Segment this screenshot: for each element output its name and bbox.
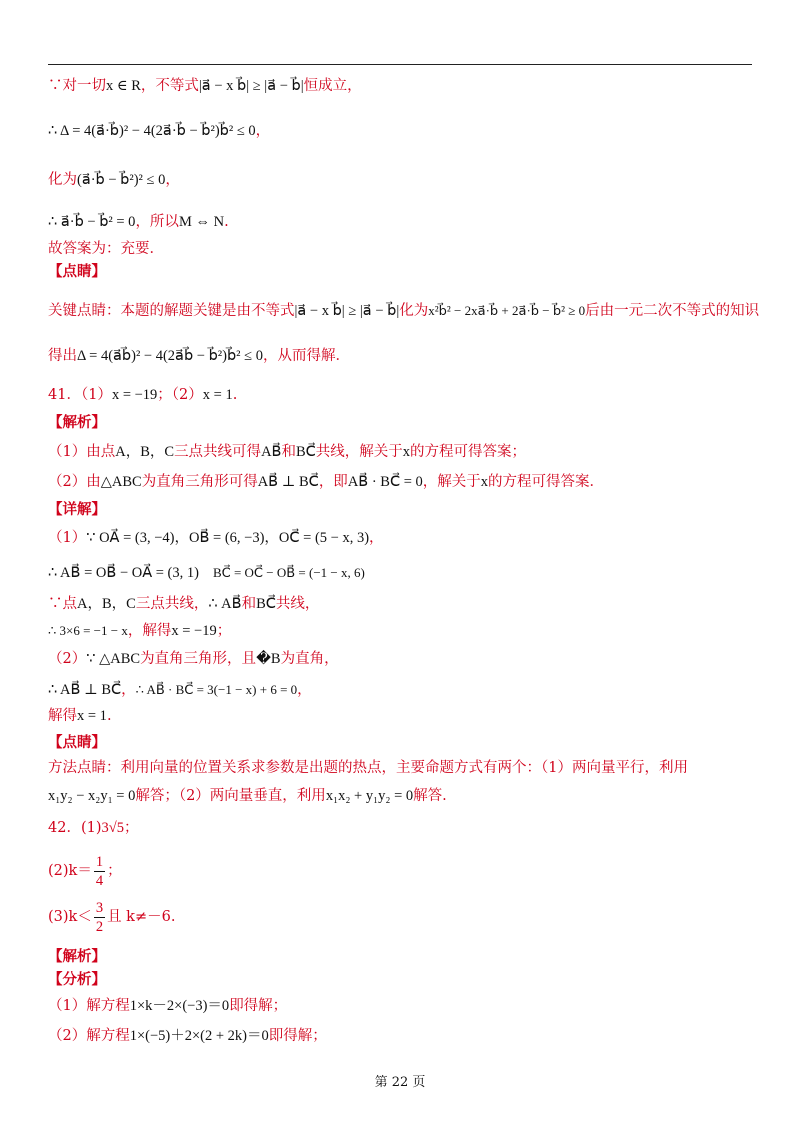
- text: .: [232, 387, 238, 403]
- math: 3√5: [101, 820, 124, 836]
- line-18: [48, 649, 752, 669]
- math: BC⃗: [256, 596, 276, 612]
- text: ，所以: [135, 214, 179, 230]
- line-7: [48, 301, 760, 321]
- text: （1）由点: [48, 444, 116, 460]
- text: 为直角，: [280, 651, 339, 667]
- text: 关键点睛：本题的解题关键是由不等式: [48, 303, 295, 319]
- text: 解答.: [413, 788, 447, 804]
- line-9: [48, 385, 752, 405]
- text: （1）: [48, 530, 87, 546]
- denominator: 4: [95, 872, 104, 889]
- text: 即得解；: [229, 998, 288, 1014]
- section-heading: 【详解】: [48, 501, 106, 518]
- line-2: [48, 121, 752, 141]
- section-heading: 【解析】: [48, 414, 106, 431]
- line-17: [48, 621, 752, 641]
- line-1: [48, 76, 752, 96]
- section-heading: 【点睛】: [48, 263, 106, 280]
- text: 为直角三角形可得: [141, 474, 258, 490]
- text: 的方程可得答案．: [488, 474, 605, 490]
- text: 共线，解关于: [315, 444, 403, 460]
- text: 和: [281, 444, 296, 460]
- text: ，: [369, 530, 384, 546]
- math: x ∈ R: [106, 78, 141, 94]
- text: 和: [241, 596, 257, 612]
- math: ∴ AB⃗: [208, 596, 242, 612]
- text: ，即: [318, 474, 348, 490]
- line-23: [48, 786, 752, 806]
- math: x₁x₂ + y₁y₂ = 0: [325, 788, 414, 804]
- line-30: [48, 1026, 752, 1046]
- math: x = −19: [171, 623, 217, 639]
- math: ∴ 3×6 = −1 − x: [48, 623, 128, 638]
- text: ；: [123, 820, 139, 836]
- math: Δ = 4(a⃗b⃗)² − 4(2a⃗b⃗ − b⃗²)b⃗² ≤ 0: [77, 348, 263, 364]
- text: （1）解方程: [48, 998, 130, 1014]
- math: ∴ AB⃗ · BC⃗ = 3(−1 − x) + 6 = 0: [135, 682, 298, 697]
- math: △ABC: [100, 474, 142, 490]
- text: （2）由: [48, 474, 101, 490]
- text: 化为: [48, 172, 77, 188]
- math: x = −19: [111, 387, 158, 403]
- math: 1×(−5)＋2×(2 + 2k)＝0: [129, 1028, 269, 1044]
- text: ，解得: [127, 623, 172, 639]
- line-19: [48, 680, 752, 700]
- denominator: 2: [95, 918, 104, 935]
- math: BC⃗: [295, 444, 316, 460]
- math: AB⃗ ⊥ BC⃗: [257, 474, 319, 490]
- math: AB⃗ · BC⃗ = 0: [347, 474, 423, 490]
- math: A，B，C: [77, 596, 136, 612]
- text: ∵对一切: [48, 78, 106, 94]
- text: 且 k≠－6.: [107, 909, 176, 925]
- text: ∵点: [48, 596, 77, 612]
- text: 化为: [399, 303, 429, 319]
- line-15: [48, 563, 752, 583]
- math: ∴ AB⃗ = OB⃗ − OA⃗ = (3, 1): [48, 565, 199, 581]
- line-14: [48, 528, 752, 548]
- text: 42．(1): [48, 820, 102, 836]
- text: ；（2）: [157, 387, 203, 403]
- math: |a⃗ − x b⃗| ≥ |a⃗ − b⃗|: [198, 78, 304, 94]
- text: ，: [121, 682, 136, 698]
- line-24: [48, 818, 752, 838]
- text: ，: [297, 682, 312, 698]
- math: BC⃗ = OC⃗ − OB⃗ = (−1 − x, 6): [212, 565, 365, 580]
- text: (2)k＝: [48, 863, 92, 879]
- text: 解得: [48, 708, 77, 724]
- line-20: [48, 706, 752, 726]
- text: (3)k＜: [48, 909, 92, 925]
- math: |a⃗ − x b⃗| ≥ |a⃗ − b⃗|: [294, 303, 400, 319]
- text: ，: [165, 172, 180, 188]
- math: x₁y₂ − x₂y₁ = 0: [48, 788, 136, 804]
- line-16: [48, 594, 752, 614]
- math: ∵ △ABC: [86, 651, 141, 667]
- text: 共线，: [275, 596, 320, 612]
- text: 的方程可得答案；: [410, 444, 527, 460]
- line-29: [48, 996, 752, 1016]
- text: （2）解方程: [48, 1028, 130, 1044]
- math: ∴ a⃗·b⃗ − b⃗² = 0: [48, 214, 136, 230]
- math: AB⃗: [261, 444, 282, 460]
- line-3: [48, 170, 752, 190]
- math: ∴ AB⃗ ⊥ BC⃗: [48, 682, 122, 698]
- math: x: [480, 474, 489, 490]
- text: ；: [107, 863, 122, 879]
- section-heading: 【点睛】: [48, 734, 106, 751]
- line-11: [48, 442, 752, 462]
- numerator: 1: [95, 853, 104, 870]
- line-5: 故答案为：充要．: [48, 241, 164, 257]
- text: 解答；（2）两向量垂直，利用: [135, 788, 326, 804]
- math: (a⃗·b⃗ − b⃗²)² ≤ 0: [77, 172, 166, 188]
- line-12: [48, 472, 752, 492]
- math: 1×k－2×(−3)＝0: [129, 998, 230, 1014]
- math: x: [402, 444, 411, 460]
- math: ∴ Δ = 4(a⃗·b⃗)² − 4(2a⃗·b⃗ − b⃗²)b⃗² ≤ 0: [48, 123, 256, 139]
- text: （2）: [48, 651, 87, 667]
- text: .: [106, 708, 112, 724]
- line-22: 方法点睛：利用向量的位置关系求参数是出题的热点，主要命题方式有两个：（1）两向量平行，利用: [48, 760, 688, 776]
- section-heading: 【解析】: [48, 948, 106, 965]
- math: x²b⃗² − 2xa⃗·b⃗ + 2a⃗·b⃗ − b⃗² ≥ 0: [428, 303, 586, 318]
- math: x = 1: [77, 708, 107, 724]
- section-heading: 【分析】: [48, 971, 106, 988]
- math: M ⇔ N: [178, 214, 225, 230]
- text: 恒成立，: [303, 78, 362, 94]
- text: 即得解；: [268, 1028, 327, 1044]
- header-rule: [48, 64, 752, 65]
- numerator: 3: [95, 899, 104, 916]
- line-25: [48, 852, 752, 890]
- line-8: [48, 346, 752, 366]
- math: ∵ OA⃗ = (3, −4)，OB⃗ = (6, −3)，OC⃗ = (5 − x, 3): [86, 530, 370, 546]
- text: ，解关于: [422, 474, 481, 490]
- page-number: 第 22 页: [374, 1075, 426, 1090]
- math: �B: [256, 651, 281, 667]
- text: 41．（1）: [48, 387, 112, 403]
- text: 为直角三角形，且: [140, 651, 257, 667]
- text: 后由一元二次不等式的知识: [585, 303, 760, 319]
- line-4: [48, 212, 752, 232]
- line-26: [48, 898, 752, 936]
- text: 三点共线，: [135, 596, 209, 612]
- text: 三点共线可得: [174, 444, 262, 460]
- text: ，: [255, 123, 271, 139]
- text: ，不等式: [140, 78, 199, 94]
- fraction: [94, 899, 105, 936]
- fraction: [94, 853, 105, 890]
- text: .: [224, 214, 229, 230]
- math: A，B，C: [115, 444, 175, 460]
- math: x = 1: [202, 387, 233, 403]
- text: ；: [216, 623, 232, 639]
- text: ，从而得解．: [262, 348, 350, 364]
- text: 得出: [48, 348, 77, 364]
